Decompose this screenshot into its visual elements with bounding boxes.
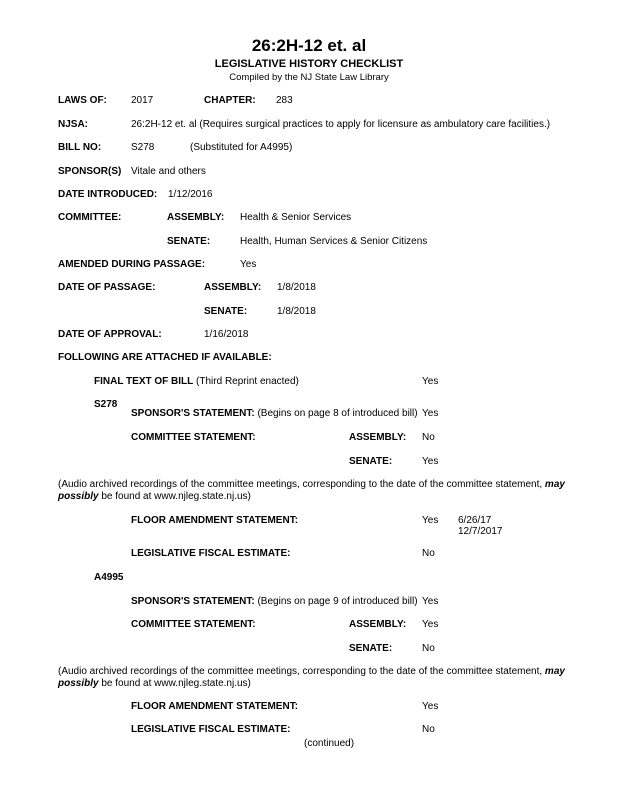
committee-label: COMMITTEE: [58, 212, 122, 223]
a4995-sponsor-label: SPONSOR'S STATEMENT: [131, 596, 255, 607]
audio-note-after: be found at www.njleg.state.nj.us) [98, 678, 251, 689]
audio-note-emphasis: may possibly [58, 479, 565, 502]
a4995-floor-label: FLOOR AMENDMENT STATEMENT: [131, 701, 299, 712]
s278-sponsor-note: (Begins on page 8 of introduced bill) [257, 408, 418, 419]
sponsors-value: Vitale and others [131, 166, 206, 177]
a4995-sponsor-row [131, 596, 418, 608]
audio-note-2 [58, 666, 603, 690]
final-text-row [94, 376, 299, 388]
s278-floor-value: Yes [422, 515, 439, 526]
audio-note-after: be found at www.njleg.state.nj.us) [98, 491, 251, 502]
a4995-floor-value: Yes [422, 701, 439, 712]
s278-senate-value: Yes [422, 456, 439, 467]
bill-substituted-note: (Substituted for A4995) [190, 142, 293, 153]
s278-fiscal-label: LEGISLATIVE FISCAL ESTIMATE: [131, 548, 291, 559]
audio-note-before: (Audio archived recordings of the committee meetings, corresponding to the date of the committee statement, [58, 666, 545, 677]
passage-senate-value: 1/8/2018 [277, 306, 316, 317]
final-text-label: FINAL TEXT OF BILL [94, 376, 194, 387]
s278-heading: S278 [94, 399, 118, 410]
date-introduced-label: DATE INTRODUCED: [58, 189, 158, 200]
committee-assembly-value: Health & Senior Services [240, 212, 352, 223]
audio-note-1 [58, 479, 603, 503]
date-of-approval-label: DATE OF APPROVAL: [58, 329, 162, 340]
committee-senate-label: SENATE: [167, 236, 211, 247]
chapter-value: 283 [276, 95, 293, 106]
page-subtitle: LEGISLATIVE HISTORY CHECKLIST [214, 58, 404, 70]
final-text-note: (Third Reprint enacted) [196, 376, 299, 387]
audio-note-emphasis: may possibly [58, 666, 565, 689]
s278-sponsor-value: Yes [422, 408, 439, 419]
a4995-fiscal-value: No [422, 724, 435, 735]
s278-floor-date-2: 12/7/2017 [458, 526, 503, 537]
s278-sponsor-label: SPONSOR'S STATEMENT: [131, 408, 255, 419]
compiled-by: Compiled by the NJ State Law Library [229, 72, 389, 83]
a4995-senate-label: SENATE: [349, 643, 393, 654]
s278-senate-label: SENATE: [349, 456, 393, 467]
final-text-value: Yes [422, 376, 439, 387]
s278-committee-label: COMMITTEE STATEMENT: [131, 432, 256, 443]
page-title: 26:2H-12 et. al [251, 36, 367, 55]
chapter-label: CHAPTER: [204, 95, 256, 106]
amended-label: AMENDED DURING PASSAGE: [58, 259, 206, 270]
audio-note-before: (Audio archived recordings of the committee meetings, corresponding to the date of the committee statement, [58, 479, 545, 490]
a4995-heading: A4995 [94, 572, 124, 583]
laws-of-value: 2017 [131, 95, 154, 106]
date-of-approval-value: 1/16/2018 [204, 329, 249, 340]
a4995-sponsor-note: (Begins on page 9 of introduced bill) [257, 596, 418, 607]
sponsors-label: SPONSOR(S) [58, 166, 122, 177]
passage-assembly-value: 1/8/2018 [277, 282, 316, 293]
s278-assembly-value: No [422, 432, 435, 443]
njsa-label: NJSA: [58, 119, 89, 130]
s278-sponsor-row [131, 408, 418, 420]
attached-heading: FOLLOWING ARE ATTACHED IF AVAILABLE: [58, 352, 272, 363]
a4995-sponsor-value: Yes [422, 596, 439, 607]
date-introduced-value: 1/12/2016 [168, 189, 213, 200]
s278-floor-date-1: 6/26/17 [458, 515, 492, 526]
committee-assembly-label: ASSEMBLY: [167, 212, 225, 223]
committee-senate-value: Health, Human Services & Senior Citizens [240, 236, 428, 247]
a4995-committee-label: COMMITTEE STATEMENT: [131, 619, 256, 630]
passage-assembly-label: ASSEMBLY: [204, 282, 262, 293]
njsa-value: 26:2H-12 et. al (Requires surgical practices to apply for licensure as ambulatory care facilities.) [131, 119, 551, 130]
a4995-fiscal-label: LEGISLATIVE FISCAL ESTIMATE: [131, 724, 291, 735]
a4995-senate-value: No [422, 643, 435, 654]
amended-value: Yes [240, 259, 257, 270]
s278-fiscal-value: No [422, 548, 435, 559]
s278-assembly-label: ASSEMBLY: [349, 432, 407, 443]
s278-floor-label: FLOOR AMENDMENT STATEMENT: [131, 515, 299, 526]
bill-no-label: BILL NO: [58, 142, 102, 153]
date-of-passage-label: DATE OF PASSAGE: [58, 282, 156, 293]
bill-no-value: S278 [131, 142, 155, 153]
a4995-assembly-label: ASSEMBLY: [349, 619, 407, 630]
a4995-assembly-value: Yes [422, 619, 439, 630]
continued-note: (continued) [304, 738, 355, 749]
passage-senate-label: SENATE: [204, 306, 248, 317]
laws-of-label: LAWS OF: [58, 95, 107, 106]
